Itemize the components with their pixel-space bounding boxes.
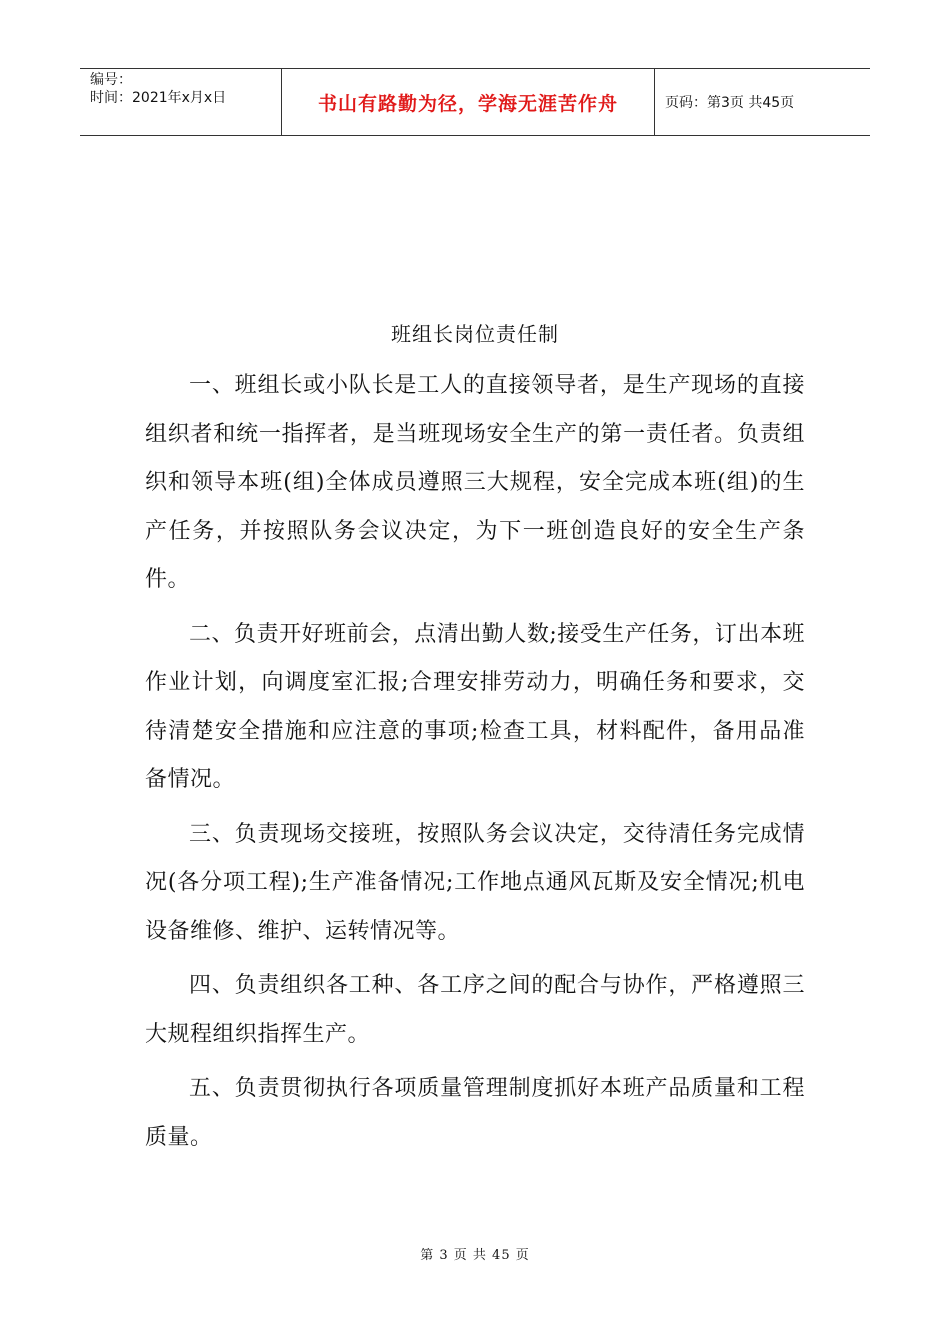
page-footer: 第 3 页 共 45 页 (420, 1248, 530, 1263)
paragraph: 二、负责开好班前会，点清出勤人数;接受生产任务，订出本班作业计划，向调度室汇报;合理安排劳动力，明确任务和要求，交待清楚安全措施和应注意的事项;检查工具，材料配件，备用品准备情况。 (145, 621, 805, 792)
document-title: 班组长岗位责任制 (391, 322, 559, 346)
document-number-label: 编号： (90, 72, 132, 88)
document-date-label: 时间：2021年x月x日 (90, 90, 227, 106)
paragraph: 三、负责现场交接班，按照队务会议决定，交待清任务完成情况(各分项工程);生产准备情况;工作地点通风瓦斯及安全情况;机电设备维修、维护、运转情况等。 (145, 821, 805, 944)
paragraph: 四、负责组织各工种、各工序之间的配合与协作，严格遵照三大规程组织指挥生产。 (145, 973, 805, 1047)
paragraph: 五、负责贯彻执行各项质量管理制度抓好本班产品质量和工程质量。 (145, 1076, 805, 1150)
page-header (80, 68, 870, 136)
paragraph: 一、班组长或小队长是工人的直接领导者，是生产现场的直接组织者和统一指挥者，是当班现场安全生产的第一责任者。负责组织和领导本班(组)全体成员遵照三大规程，安全完成本班(组)的生产任务，并按照队务会议决定，为下一班创造良好的安全生产条件。 (145, 373, 805, 592)
header-motto: 书山有路勤为径，学海无涯苦作舟 (282, 69, 655, 135)
header-meta (80, 69, 282, 135)
document-body (145, 362, 805, 1168)
header-page-info: 页码：第3页 共45页 (665, 95, 795, 111)
